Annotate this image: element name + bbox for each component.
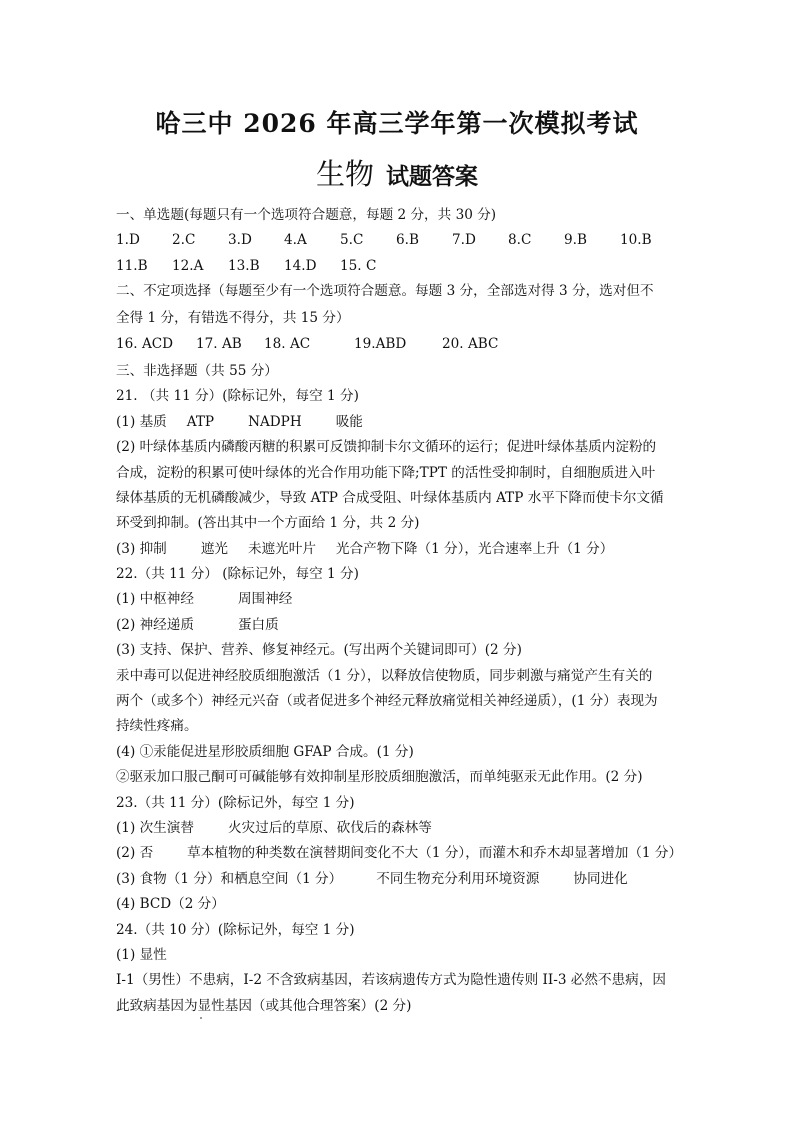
q21-part1-b: ATP	[186, 413, 215, 430]
q22-part1-b: 周围神经	[237, 591, 293, 608]
answer-5: 5.C	[340, 232, 364, 249]
answer-15: 15. C	[340, 257, 377, 274]
answer-9: 9.B	[564, 232, 587, 249]
q22-part2-a: (2) 神经递质	[116, 616, 194, 633]
answer-11: 11.B	[116, 257, 148, 274]
answer-12: 12.A	[172, 257, 204, 274]
section1-heading: 一、单选题(每题只有一个选项符合题意，每题 2 分，共 30 分)	[116, 207, 497, 223]
section2-heading-line2: 全得 1 分，有错选不得分，共 15 分）	[116, 309, 350, 326]
q23-part4: (4) BCD（2 分）	[116, 896, 225, 913]
q21-part3-a: (3) 抑制	[116, 540, 167, 557]
q23-part3-b: 不同生物充分利用环境资源	[376, 870, 540, 887]
q21-part1	[116, 410, 686, 435]
answer-7: 7.D	[452, 232, 476, 249]
q21-part2-line2: 合成，淀粉的积累可使叶绿体的光合作用功能下降;TPT 的活性受抑制时，自细胞质进入叶	[116, 464, 656, 481]
subtitle-rest: 试题答案	[386, 163, 478, 190]
q21-part3-c: 未遮光叶片	[247, 540, 316, 557]
answer-20: 20. ABC	[442, 336, 499, 353]
answer-2: 2.C	[172, 232, 196, 249]
q22-part2	[116, 613, 686, 638]
q21-part1-a: (1) 基质	[116, 413, 167, 430]
q22-part4-b: ②驱汞加口服己酮可可碱能够有效抑制星形胶质细胞激活，而单纯驱汞无此作用。(2 分)	[116, 769, 643, 786]
stray-dot	[200, 1017, 202, 1019]
q21-part3-d: 光合产物下降（1 分），光合速率上升（1 分）	[335, 540, 614, 557]
q24-header: 24.（共 10 分）(除标记外，每空 1 分)	[116, 921, 355, 938]
answer-1: 1.D	[116, 232, 140, 249]
q22-part3-line2: 两个（或多个）神经元兴奋（或者促进多个神经元释放痛觉相关神经递质），(1 分）表现为	[116, 693, 658, 710]
q24-part1-line2: 此致病基因为显性基因（或其他合理答案）(2 分)	[116, 997, 412, 1014]
q21-part1-d: 吸能	[335, 413, 363, 430]
answer-19: 19.ABD	[354, 336, 407, 353]
answer-8: 8.C	[508, 232, 532, 249]
q21-part2-line3: 绿体基质的无机磷酸减少，导致 ATP 合成受阻、叶绿体基质内 ATP 水平下降而使卡尔文循	[116, 489, 664, 506]
answer-6: 6.B	[396, 232, 419, 249]
answer-18: 18. AC	[264, 336, 311, 353]
section2-answers	[116, 332, 686, 359]
q23-part2	[116, 841, 686, 866]
answer-13: 13.B	[228, 257, 260, 274]
page-title: 哈三中 2026 年高三学年第一次模拟考试	[155, 109, 639, 138]
page-subtitle	[0, 152, 794, 193]
q21-part1-c: NADPH	[248, 413, 302, 430]
q23-part3-c: 协同进化	[573, 870, 628, 887]
answer-4: 4.A	[284, 232, 307, 249]
answer-content	[116, 203, 686, 1019]
answer-3: 3.D	[228, 232, 252, 249]
q24-part1: (1) 显性	[116, 946, 167, 963]
q23-part1-b: 火灾过后的草原、砍伐后的森林等	[227, 819, 432, 836]
q22-part4: (4) ①汞能促进星形胶质细胞 GFAP 合成。(1 分)	[116, 743, 414, 760]
answer-14: 14.D	[284, 257, 317, 274]
q21-part3	[116, 537, 686, 562]
q22-part2-b: 蛋白质	[237, 616, 279, 633]
answer-16: 16. ACD	[116, 336, 174, 353]
answer-17: 17. AB	[196, 336, 242, 353]
q23-part1	[116, 816, 686, 841]
q23-part1-a: (1) 次生演替	[116, 819, 194, 836]
section1-answers-row2	[116, 254, 686, 279]
answer-10: 10.B	[620, 232, 652, 249]
q23-header: 23.（共 11 分）(除标记外，每空 1 分)	[116, 794, 355, 811]
q21-header: 21. （共 11 分）(除标记外，每空 1 分)	[116, 388, 359, 405]
q22-part3-line3: 持续性疼痛。	[116, 718, 198, 735]
q23-part3	[116, 867, 686, 892]
q23-part2-a: (2) 否	[116, 845, 154, 862]
q21-part3-b: 遮光	[200, 540, 228, 557]
subject-name: 生物	[315, 157, 374, 191]
q22-part1-a: (1) 中枢神经	[116, 591, 194, 608]
q21-part2-line4: 环受到抑制。(答出其中一个方面给 1 分，共 2 分)	[116, 515, 420, 532]
q23-part3-a: (3) 食物（1 分）和栖息空间（1 分）	[116, 870, 343, 887]
q21-part2-line1: (2) 叶绿体基质内磷酸丙糖的积累可反馈抑制卡尔文循环的运行；促进叶绿体基质内淀粉的	[116, 439, 657, 456]
q22-part3: (3) 支持、保护、营养、修复神经元。(写出两个关键词即可）(2 分)	[116, 642, 522, 659]
q24-part1-line1: I-1（男性）不患病，I-2 不含致病基因，若该病遗传方式为隐性遗传则 II-3 必然不患病，因	[116, 972, 666, 989]
q22-part1	[116, 587, 686, 612]
section1-answers-row1	[116, 228, 686, 253]
section2-heading-line1: 二、不定项选择（每题至少有一个选项符合题意。每题 3 分，全部选对得 3 分，选对但不	[116, 283, 654, 300]
section3-heading: 三、非选择题（共 55 分）	[116, 362, 278, 379]
q23-part2-b: 草本植物的种类数在演替期间变化不大（1 分），而灌木和乔木却显著增加（1 分）	[187, 845, 683, 862]
q22-header: 22.（共 11 分） (除标记外，每空 1 分)	[116, 566, 359, 583]
q22-part3-line1: 汞中毒可以促进神经胶质细胞激活（1 分），以释放信使物质，同步刺激与痛觉产生有关的	[116, 667, 653, 684]
